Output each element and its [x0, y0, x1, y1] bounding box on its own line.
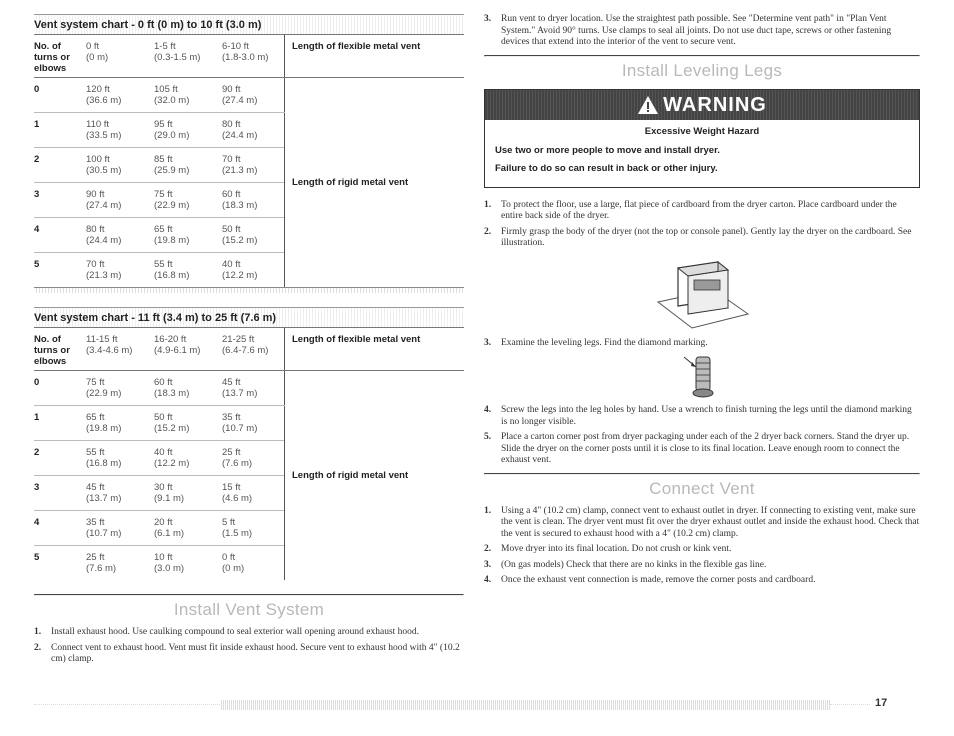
length-cell: 120 ft (36.6 m): [86, 78, 154, 113]
list-item: 1. To protect the floor, use a large, flat piece of cardboard from the dryer carton. Place cardboard under the entire back side of the dryer.: [484, 199, 897, 221]
turns-cell: 3: [34, 183, 86, 218]
length-cell: 30 ft (9.1 m): [154, 476, 222, 511]
turns-cell: 1: [34, 113, 86, 148]
length-cell: 65 ft (19.8 m): [86, 406, 154, 441]
connect-vent-heading: Connect Vent: [649, 478, 755, 498]
length-cell: 35 ft (10.7 m): [86, 511, 154, 546]
length-cell: 90 ft (27.4 m): [222, 78, 285, 113]
length-cell: 85 ft (25.9 m): [154, 148, 222, 183]
list-item: 1. Install exhaust hood. Use caulking compound to seal exterior wall opening around exhaust hood.: [34, 627, 420, 637]
list-item: 3. Run vent to dryer location. Use the straightest path possible. See "Determine vent path" in "Plan Vent System." Avoid 90° turns. Use clamps to seal all joints. Do not use duct tape, screws or other fastening devices that extend into the interior of the vent to secure vent.: [484, 14, 892, 47]
turns-header: No. of turns or elbows: [34, 328, 86, 371]
list-item: 1. Using a 4" (10.2 cm) clamp, connect vent to exhaust outlet in dryer. If connecting to existing vent, make sure the vent is clean. The dryer vent must fit over the dryer exhaust outlet and inside the exhaust hood. Check that the vent is secured to exhaust hood with a 4" (10.2 cm) clamp.: [484, 505, 920, 539]
length-cell: 60 ft (18.3 m): [222, 183, 285, 218]
list-item: 3. Examine the leveling legs. Find the diamond marking.: [484, 337, 708, 348]
turns-header: No. of turns or elbows: [34, 35, 86, 78]
turns-cell: 2: [34, 441, 86, 476]
range-header-3: 21-25 ft (6.4-7.6 m): [222, 328, 285, 371]
vent-chart-1-title: Vent system chart - 0 ft (0 m) to 10 ft (3.0 m): [34, 14, 464, 35]
leveling-steps-a: [484, 200, 920, 250]
length-cell: 25 ft (7.6 m): [86, 552, 117, 574]
length-cell: 70 ft (21.3 m): [222, 148, 285, 183]
right-column: [484, 14, 920, 591]
length-cell: 55 ft (16.8 m): [86, 441, 154, 476]
install-vent-heading: Install Vent System: [173, 600, 325, 619]
length-cell: 25 ft (7.6 m): [222, 441, 285, 476]
page-number: 17: [875, 697, 888, 709]
warning-text: [485, 120, 919, 187]
rigid-vent-label: Length of rigid metal vent: [285, 78, 465, 288]
length-cell: 110 ft (33.5 m): [86, 113, 154, 148]
length-cell: 10 ft (3.0 m): [154, 552, 185, 574]
turns-cell: 0: [34, 371, 86, 406]
length-cell: 50 ft (15.2 m): [154, 406, 222, 441]
length-cell: 45 ft (13.7 m): [86, 476, 154, 511]
turns-cell: 0: [34, 78, 86, 113]
leveling-leg-icon: [682, 353, 722, 399]
footer-dotted-line: [34, 704, 220, 705]
turns-cell: 2: [34, 148, 86, 183]
install-vent-steps: [34, 627, 464, 666]
vent-chart-2-table: [34, 328, 464, 580]
vent-chart-1-header: [34, 35, 464, 78]
footer-band: [220, 700, 830, 710]
length-cell: 75 ft (22.9 m): [86, 371, 154, 406]
length-cell: 50 ft (15.2 m): [222, 218, 285, 253]
list-item: 2. Firmly grasp the body of the dryer (not the top or console panel). Gently lay the dryer on the cardboard. See illustration.: [484, 226, 912, 248]
turns-cell: 4: [34, 511, 86, 546]
length-cell: 5 ft (1.5 m): [222, 511, 285, 546]
list-item: 2. Move dryer into its final location. Do not crush or kink vent.: [484, 544, 732, 554]
range-header-2: 1-5 ft (0.3-1.5 m): [154, 35, 222, 78]
length-cell: 95 ft (29.0 m): [154, 113, 222, 148]
flexible-vent-label: Length of flexible metal vent: [285, 35, 465, 78]
warning-banner: [485, 90, 919, 120]
length-cell: 75 ft (22.9 m): [154, 183, 222, 218]
length-cell: 65 ft (19.8 m): [154, 218, 222, 253]
length-cell: 20 ft (6.1 m): [154, 511, 222, 546]
length-cell: 100 ft (30.5 m): [86, 148, 154, 183]
vent-chart-2: [34, 307, 464, 580]
vent-chart-2-header: [34, 328, 464, 371]
turns-cell: 4: [34, 218, 86, 253]
range-header-2: 16-20 ft (4.9-6.1 m): [154, 328, 222, 371]
table-row: [34, 371, 464, 406]
length-cell: 90 ft (27.4 m): [86, 183, 154, 218]
leveling-steps-b: [484, 338, 920, 350]
range-header-1: 11-15 ft (3.4-4.6 m): [86, 328, 154, 371]
vent-chart-1: [34, 14, 464, 293]
dryer-on-cardboard-illustration: [654, 254, 750, 332]
leveling-steps-c: [484, 405, 920, 467]
length-cell: 55 ft (16.8 m): [154, 259, 190, 281]
warning-title: WARNING: [663, 93, 767, 116]
turns-cell: 1: [34, 406, 86, 441]
table-row: [34, 78, 464, 113]
connect-vent-steps: [484, 506, 920, 587]
list-item: 3. (On gas models) Check that there are no kinks in the flexible gas line.: [484, 559, 767, 570]
length-cell: 60 ft (18.3 m): [154, 371, 222, 406]
turns-cell: 5: [34, 259, 40, 270]
rigid-vent-label: Length of rigid metal vent: [285, 371, 465, 581]
vent-chart-1-table: [34, 35, 464, 287]
vent-chart-2-title: Vent system chart - 11 ft (3.4 m) to 25 ft (7.6 m): [34, 307, 464, 328]
list-item: 2. Connect vent to exhaust hood. Vent must fit inside exhaust hood. Secure vent to exhaust hood with 4" (10.2 cm) clamp.: [34, 642, 460, 664]
turns-cell: 3: [34, 476, 86, 511]
turns-cell: 5: [34, 552, 40, 563]
section-divider: [34, 594, 464, 596]
left-column: [34, 14, 464, 670]
length-cell: 40 ft (12.2 m): [154, 441, 222, 476]
length-cell: 0 ft (0 m): [222, 552, 245, 574]
flexible-vent-label: Length of flexible metal vent: [285, 328, 465, 371]
warning-triangle-icon: [637, 95, 659, 115]
length-cell: 40 ft (12.2 m): [222, 259, 258, 281]
length-cell: 80 ft (24.4 m): [222, 113, 285, 148]
length-cell: 70 ft (21.3 m): [86, 259, 122, 281]
warning-box: [484, 89, 920, 188]
footer-dotted-line: [830, 704, 870, 705]
length-cell: 105 ft (32.0 m): [154, 78, 222, 113]
length-cell: 80 ft (24.4 m): [86, 218, 154, 253]
list-item: 5. Place a carton corner post from dryer packaging under each of the 2 dryer back corners. Stand the dryer up. Slide the dryer on the corner posts until it is close to its final location. Leave enough room to connect the exhaust vent.: [484, 432, 910, 465]
range-header-1: 0 ft (0 m): [86, 35, 154, 78]
warning-instruction: Use two or more people to move and install dryer.: [495, 144, 720, 156]
warning-hazard: Excessive Weight Hazard: [644, 125, 760, 137]
length-cell: 45 ft (13.7 m): [222, 371, 285, 406]
length-cell: 15 ft (4.6 m): [222, 476, 285, 511]
list-item: 4. Once the exhaust vent connection is made, remove the corner posts and cardboard.: [484, 575, 816, 585]
run-vent-step: [484, 14, 920, 49]
warning-consequence: Failure to do so can result in back or other injury.: [495, 162, 718, 174]
leveling-legs-heading: Install Leveling Legs: [621, 60, 783, 80]
list-item: 4. Screw the legs into the leg holes by hand. Use a wrench to finish turning the legs until the diamond marking is no longer visible.: [484, 405, 912, 427]
section-divider: [484, 473, 920, 475]
range-header-3: 6-10 ft (1.8-3.0 m): [222, 35, 285, 78]
section-divider: [484, 55, 920, 57]
length-cell: 35 ft (10.7 m): [222, 406, 285, 441]
